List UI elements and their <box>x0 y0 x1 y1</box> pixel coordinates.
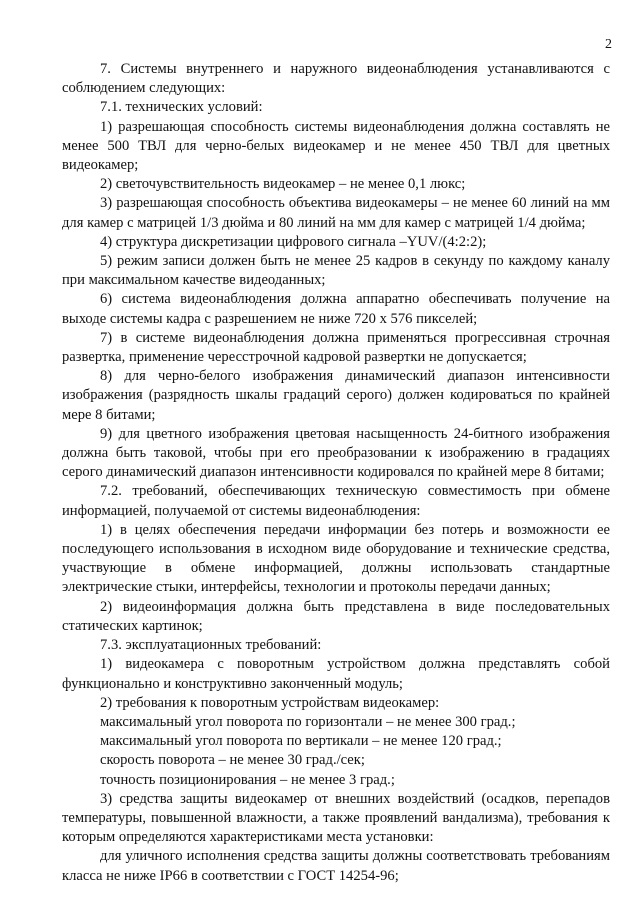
paragraph: для уличного исполнения средства защиты должны соответствовать требованиям класса не ниже IP66 в соответствии с ГОСТ 14254-96; <box>62 848 610 884</box>
paragraph: 7.2. требований, обеспечивающих техническую совместимость при обмене информацией, получаемой от системы видеонаблюдения: <box>62 483 610 519</box>
paragraph: 4) структура дискретизации цифрового сигнала –YUV/(4:2:2); <box>100 233 487 250</box>
paragraph: 9) для цветного изображения цветовая насыщенность 24-битного изображения должна быть таковой, чтобы при его преобразовании к изображению в градациях серого динамический диапазон интенсивности кодировался по крайней мере 8 битами; <box>62 425 610 481</box>
paragraph: 8) для черно-белого изображения динамический диапазон интенсивности изображения (разрядность шкалы градаций серого) должен кодироваться по крайней мере 8 битами; <box>62 368 610 423</box>
paragraph: точность позиционирования – не менее 3 град.; <box>100 771 395 788</box>
document-body <box>62 60 610 886</box>
paragraph: 7) в системе видеонаблюдения должна применяться прогрессивная строчная развертка, применение чересстрочной кадровой развертки не допускается; <box>62 329 610 366</box>
paragraph: 3) разрешающая способность объектива видеокамеры – не менее 60 линий на мм для камер с матрицей 1/3 дюйма и 80 линий на мм для камер с матрицей 1/4 дюйма; <box>62 195 610 231</box>
paragraph: 2) светочувствительность видеокамер – не менее 0,1 люкс; <box>100 176 466 193</box>
paragraph: 2) видеоинформация должна быть представлена в виде последовательных статических картинок; <box>62 598 610 634</box>
paragraph: 7. Системы внутреннего и наружного видеонаблюдения устанавливаются с соблюдением следующих: <box>62 61 610 97</box>
paragraph: максимальный угол поворота по вертикали – не менее 120 град.; <box>100 733 502 750</box>
page-number: 2 <box>605 37 612 52</box>
paragraph: 6) система видеонаблюдения должна аппаратно обеспечивать получение на выходе системы кадра с разрешением не ниже 720 х 576 пикселей; <box>62 291 610 327</box>
paragraph: максимальный угол поворота по горизонтали – не менее 300 град.; <box>100 713 516 730</box>
paragraph: 1) разрешающая способность системы видеонаблюдения должна составлять не менее 500 ТВЛ для черно-белых видеокамер и не менее 450 ТВЛ для цветных видеокамер; <box>62 118 610 174</box>
paragraph: скорость поворота – не менее 30 град./сек; <box>100 752 365 769</box>
paragraph: 2) требования к поворотным устройствам видеокамер: <box>100 694 440 711</box>
paragraph: 5) режим записи должен быть не менее 25 кадров в секунду по каждому каналу при максимальном качестве видеоданных; <box>62 253 610 289</box>
paragraph: 1) в целях обеспечения передачи информации без потерь и возможности ее последующего использования в исходном виде оборудование и технические средства, участвующие в обмене информацией, должны использовать стандартные электрические стыки, интерфейсы, технологии и протоколы передачи данных; <box>62 521 610 596</box>
paragraph: 1) видеокамера с поворотным устройством должна представлять собой функционально и конструктивно законченный модуль; <box>62 656 610 692</box>
paragraph: 7.3. эксплуатационных требований: <box>100 637 322 654</box>
paragraph: 3) средства защиты видеокамер от внешних воздействий (осадков, перепадов температуры, повышенной влажности, а также проявлений вандализма), требования к которым определяются характеристиками места установки: <box>62 790 610 846</box>
paragraph: 7.1. технических условий: <box>100 99 263 116</box>
